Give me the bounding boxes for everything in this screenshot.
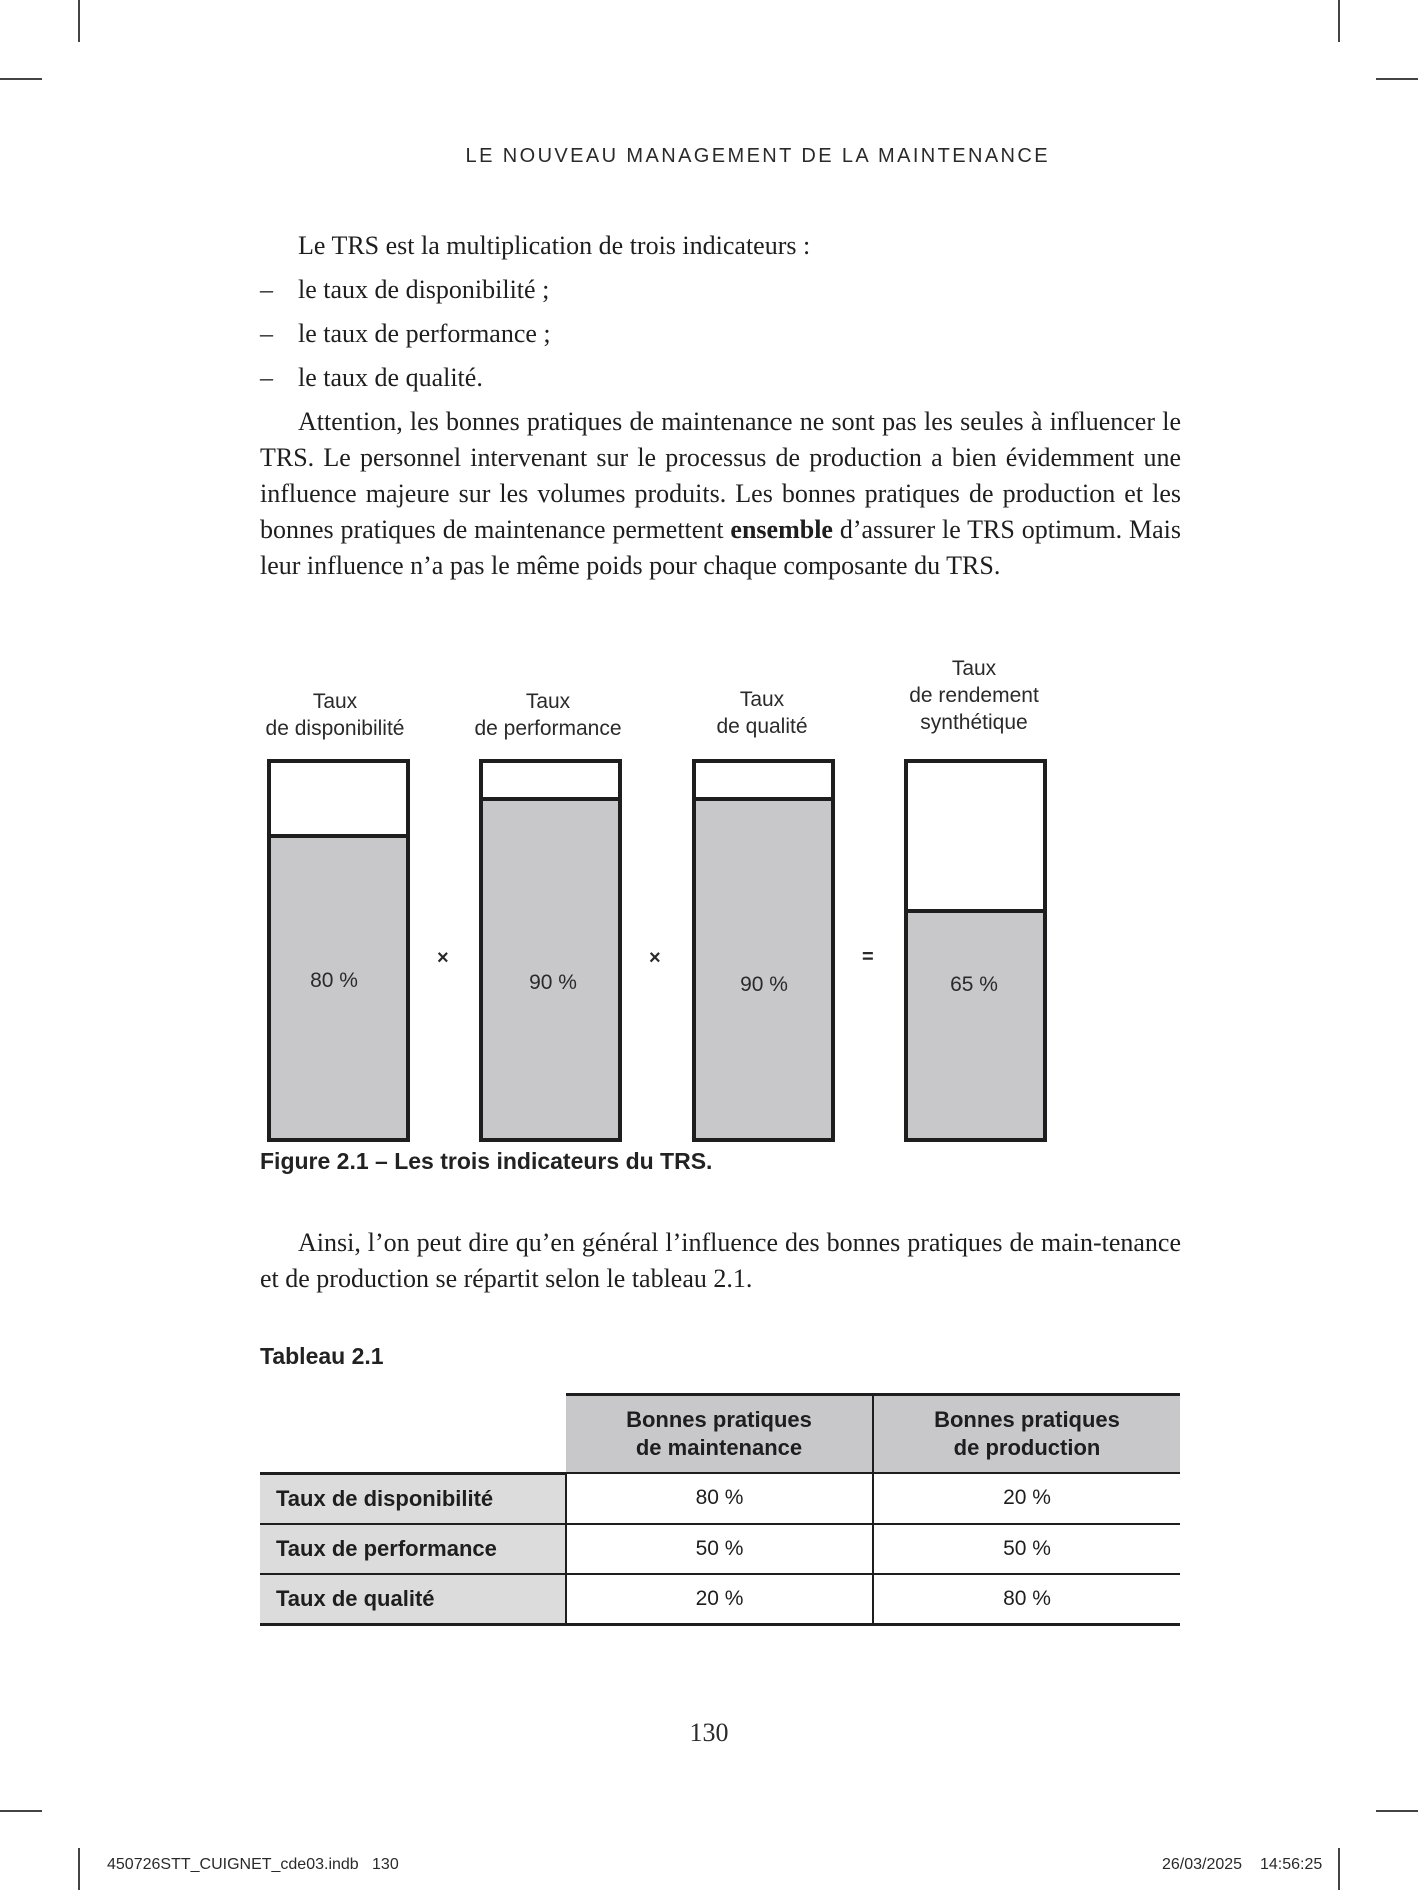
bar-value: 90 % bbox=[529, 971, 577, 994]
bar-disponibilite bbox=[267, 759, 410, 1142]
bar-value: 90 % bbox=[740, 973, 788, 996]
bar-qualite bbox=[692, 759, 835, 1142]
table-cell: 80 % bbox=[873, 1574, 1180, 1625]
row-label: Taux de performance bbox=[260, 1524, 566, 1574]
table-cell: 50 % bbox=[873, 1524, 1180, 1574]
crop-mark bbox=[1376, 78, 1418, 80]
figure-label-qualite: Taux de qualité bbox=[716, 688, 808, 738]
table-title: Tableau 2.1 bbox=[260, 1343, 384, 1369]
table-row bbox=[260, 1524, 1180, 1574]
crop-mark bbox=[0, 78, 42, 80]
multiply-operator: × bbox=[649, 947, 661, 969]
emphasis: ensemble bbox=[730, 515, 833, 544]
page-number: 130 bbox=[689, 1718, 729, 1747]
crop-mark bbox=[0, 1810, 42, 1812]
crop-mark bbox=[78, 0, 80, 42]
column-header: Bonnes pratiques de maintenance bbox=[566, 1395, 873, 1474]
table-row bbox=[260, 1574, 1180, 1625]
bar-value: 80 % bbox=[310, 969, 358, 992]
footer-time: 14:56:25 bbox=[1260, 1856, 1323, 1873]
figure-caption: Figure 2.1 – Les trois indicateurs du TRS. bbox=[260, 1148, 713, 1174]
row-label: Taux de qualité bbox=[260, 1574, 566, 1625]
crop-mark bbox=[78, 1848, 80, 1890]
table-cell: 20 % bbox=[566, 1574, 873, 1625]
bar-fill bbox=[696, 797, 831, 1139]
figure-label-trs: Taux de rendement synthétique bbox=[909, 657, 1039, 734]
data-table bbox=[260, 1393, 1180, 1626]
figure-label-disponibilite: Taux de disponibilité bbox=[265, 690, 405, 740]
footer-file: 450726STT_CUIGNET_cde03.indb 130 bbox=[107, 1856, 399, 1873]
list-item: – le taux de qualité. bbox=[260, 363, 483, 392]
bar-value: 65 % bbox=[950, 973, 998, 996]
bar-fill bbox=[908, 909, 1043, 1138]
crop-mark bbox=[1376, 1810, 1418, 1812]
equals-operator: = bbox=[862, 946, 874, 968]
intro-text: Le TRS est la multiplication de trois indicateurs : bbox=[298, 231, 811, 260]
running-head: LE NOUVEAU MANAGEMENT DE LA MAINTENANCE bbox=[465, 145, 1050, 167]
row-label: Taux de disponibilité bbox=[260, 1473, 566, 1524]
table-cell: 50 % bbox=[566, 1524, 873, 1574]
crop-mark bbox=[1338, 0, 1340, 42]
bar-trs bbox=[904, 759, 1047, 1142]
bar-fill bbox=[483, 797, 618, 1139]
table-cell: 20 % bbox=[873, 1473, 1180, 1524]
table-corner bbox=[260, 1395, 566, 1474]
multiply-operator: × bbox=[437, 947, 449, 969]
list-item: – le taux de performance ; bbox=[260, 319, 551, 348]
bar-performance bbox=[479, 759, 622, 1142]
paragraph: Attention, les bonnes pratiques de maintenance ne sont pas les seules à influencer le TRS. Le personnel intervenant sur le processus de production a bien évidemment une influence majeure sur les volumes produits. Les bonnes pratiques de production et les bonnes pratiques de maintenance permettent ensemble d’assurer le TRS optimum. Mais leur influence n’a pas le même poids pour chaque composante du TRS. bbox=[260, 407, 1181, 580]
figure-label-performance: Taux de performance bbox=[474, 690, 622, 740]
table-cell: 80 % bbox=[566, 1473, 873, 1524]
body-text bbox=[260, 224, 1181, 584]
list-item: – le taux de disponibilité ; bbox=[260, 275, 550, 304]
crop-mark bbox=[1338, 1848, 1340, 1890]
table-row bbox=[260, 1473, 1180, 1524]
footer-date: 26/03/2025 bbox=[1162, 1856, 1243, 1873]
body-text bbox=[260, 1225, 1181, 1297]
paragraph: Ainsi, l’on peut dire qu’en général l’influence des bonnes pratiques de main-tenance et de production se répartit selon le tableau 2.1. bbox=[260, 1228, 1181, 1293]
column-header: Bonnes pratiques de production bbox=[873, 1395, 1180, 1474]
